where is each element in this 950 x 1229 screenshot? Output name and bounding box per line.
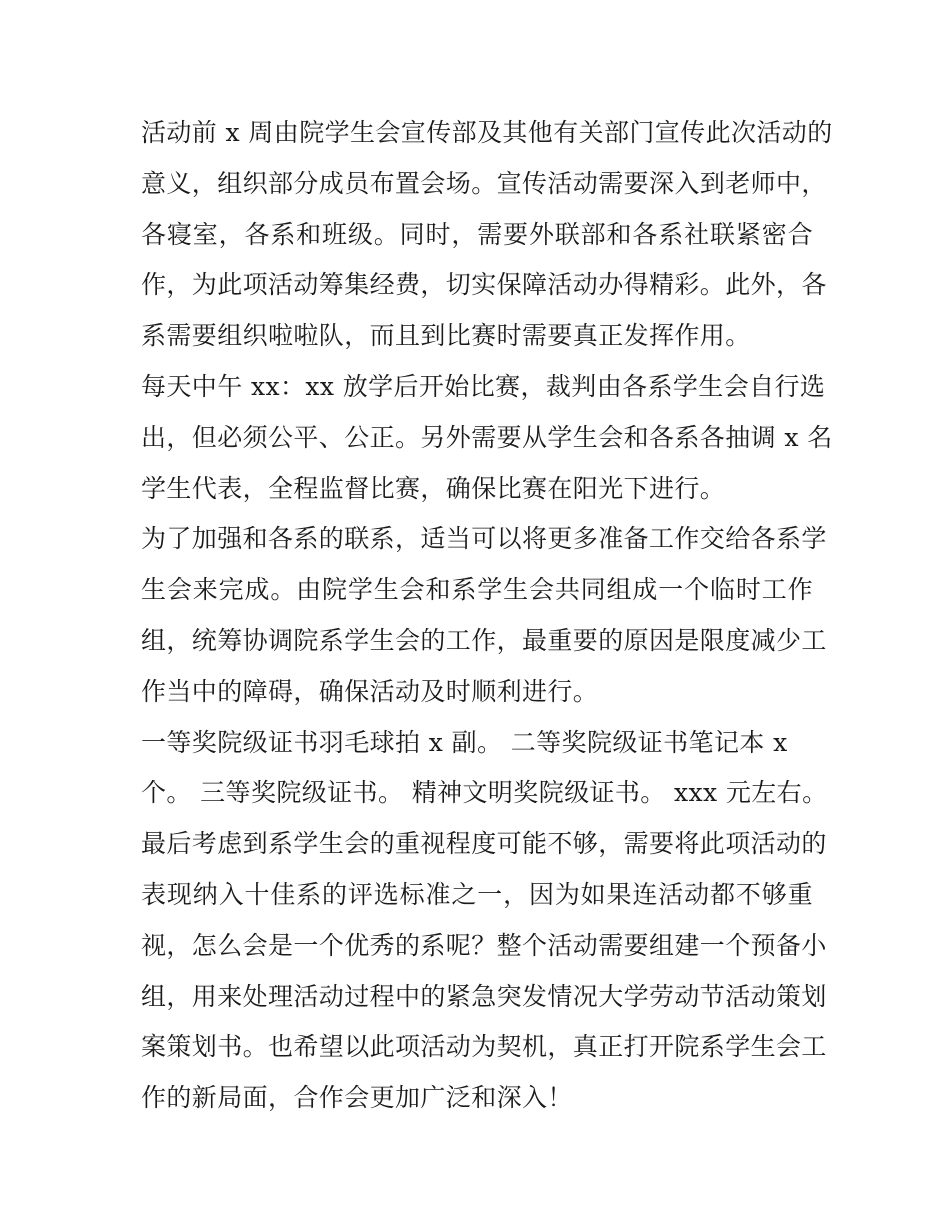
text-line: 学生代表，全程监督比赛，确保比赛在阳光下进行。 <box>141 473 726 503</box>
text-line: 最后考虑到系学生会的重视程度可能不够，需要将此项活动的 <box>141 829 827 859</box>
text-line: 意义，组织部分成员布置会场。宣传活动需要深入到老师中， <box>141 168 827 198</box>
text-line: 各寝室，各系和班级。同时，需要外联部和各系社联紧密合 <box>141 219 813 249</box>
text-line: 为了加强和各系的联系，适当可以将更多准备工作交给各系学 <box>141 524 827 554</box>
text-line: 系需要组织啦啦队，而且到比赛时需要真正发挥作用。 <box>141 321 751 351</box>
text-line: 每天中午 xx：xx 放学后开始比赛，裁判由各系学生会自行选 <box>141 371 826 401</box>
text-line: 案策划书。也希望以此项活动为契机，真正打开院系学生会工 <box>141 1032 827 1062</box>
text-line: 作，为此项活动筹集经费，切实保障活动办得精彩。此外，各 <box>141 270 827 300</box>
document-body <box>141 108 833 1124</box>
text-line: 一等奖院级证书羽毛球拍 x 副。 二等奖院级证书笔记本 x <box>141 727 788 757</box>
text-line: 表现纳入十佳系的评选标准之一，因为如果连活动都不够重 <box>141 879 813 909</box>
text-line: 组，用来处理活动过程中的紧急突发情况大学劳动节活动策划 <box>141 981 827 1011</box>
text-line: 视，怎么会是一个优秀的系呢？整个活动需要组建一个预备小 <box>141 930 827 960</box>
text-line: 活动前 x 周由院学生会宣传部及其他有关部门宣传此次活动的 <box>141 118 833 147</box>
text-line: 组，统筹协调院系学生会的工作，最重要的原因是限度减少工 <box>141 625 827 655</box>
text-line: 生会来完成。由院学生会和系学生会共同组成一个临时工作 <box>141 575 813 605</box>
text-line: 作当中的障碍，确保活动及时顺利进行。 <box>141 676 599 706</box>
text-line: 出，但必须公平、公正。另外需要从学生会和各系各抽调 x 名 <box>141 422 833 452</box>
text-line: 作的新局面，合作会更加广泛和深入！ <box>141 1083 573 1113</box>
text-line: 个。 三等奖院级证书。 精神文明奖院级证书。 xxx 元左右。 <box>141 778 828 808</box>
